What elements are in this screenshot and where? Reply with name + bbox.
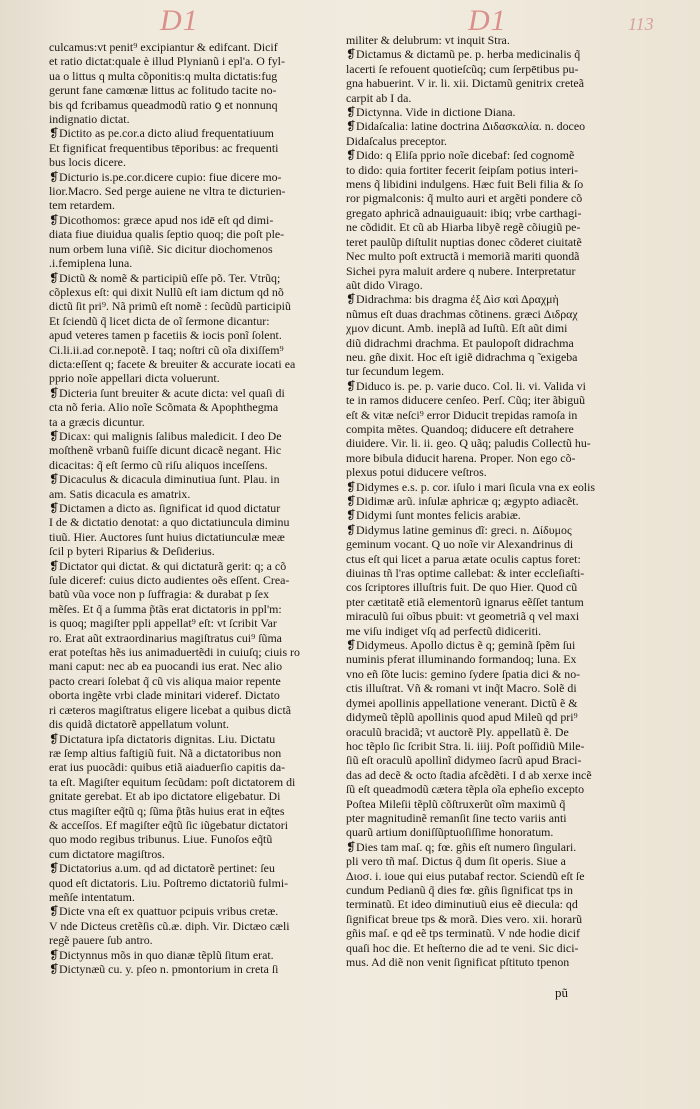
right-column-line: quaſi hoc die. Et heſterno die ad te veni. Sic dici- xyxy=(346,940,579,955)
right-column-line: χμον dicunt. Amb. ineplã ad Iuſtũ. Eſt aũt dimi xyxy=(346,321,568,336)
margin-mark-left: D1 xyxy=(160,4,199,37)
left-column-line: diata fiue diuidua qualis ſeptio quoq; die poſt ple- xyxy=(49,227,285,242)
left-column-line: am. Satis dicacula es amatrix. xyxy=(49,486,191,501)
left-column-line: ❡Dictũ & nomẽ & participiũ eſſe põ. Ter. Vtrũq; xyxy=(49,270,281,285)
left-column-line: quod eſt dictatoris. Liu. Poſtremo dictatoriũ fulmi- xyxy=(49,875,289,890)
right-column-line: diũ didrachmi drachma. Et paulopoſt didrachma xyxy=(346,335,574,350)
right-column-line: numinis pferat illuminando formandoq; luna. Ex xyxy=(346,652,577,667)
left-column-line: ❡Dictator qui dictat. & qui dictaturã gerit: q; a cõ xyxy=(49,558,287,573)
right-column-line: ❡Dies tam maſ. q; fœ. gñis eſt numero ſingulari. xyxy=(346,839,577,854)
left-column-line: dis quidã dictatorẽ appellatum volunt. xyxy=(49,717,229,732)
right-column-line: Nec multo poſt extructã i memoriã mariti quondã xyxy=(346,249,580,264)
left-column-line: et ratio dictat:quale è illud Plynianũ i epl'a. O fyl- xyxy=(49,54,285,69)
catchword: pũ xyxy=(555,985,568,1000)
left-column-line: ❡Dicte vna eſt ex quattuor pcipuis vribus cretæ. xyxy=(49,904,279,919)
left-column-line: ❡Dictito as pe.cor.a dicto aliud frequentatiuum xyxy=(49,126,274,141)
right-column-line: didymeũ tẽplũ apollinis quod apud Mileũ qd pri⁹ xyxy=(346,710,578,725)
right-column-line: Didaſcalus preceptor. xyxy=(346,133,448,148)
right-column-line: quarũ artium doniſſũptuoſiſſime honoratum. xyxy=(346,825,554,840)
right-column-line: Διοσ. i. ioue qui eius putabaf rector. Sciendũ eſt ſe xyxy=(346,868,585,883)
left-column-line: tiuũ. Hier. Auctores ſunt huius dictatiunculæ meæ xyxy=(49,529,285,544)
left-column-line: I de & dictatio denotat: a quo dictatiuncula diminu xyxy=(49,515,290,530)
right-column-line: ctus eſt qui licet a parua ætate oculis captus foret: xyxy=(346,551,581,566)
right-column-line: tur ſecundum legem. xyxy=(346,364,445,379)
left-column-line: ❡Dicothomos: græce apud nos idē eſt qd dimi- xyxy=(49,212,274,227)
left-column-line: apud veteres tamen p facetiis & iocis ponĩ ſolent. xyxy=(49,328,282,343)
left-column-line: indignatio dictat. xyxy=(49,112,130,127)
right-column-line: lacerti ſe refouent quotieſcũq; cum ſerpētibus pu- xyxy=(346,61,579,76)
right-column-line: ne cõdidit. Et cũ ab Hiarba libyẽ regẽ cõiugiũ pe- xyxy=(346,220,581,235)
right-column-line: gregato aphricã adnauiguauit: ibiq; vrbe carthagi- xyxy=(346,205,582,220)
left-column-line: ua o littus q multa cõponitis:q multa dictatis:fug xyxy=(49,68,278,83)
right-column-line: cos ſcriptores illuſtris fuit. De quo Hier. Quod cũ xyxy=(346,580,578,595)
right-column-line: oraculũ bracidã; vt auctorẽ Ply. appellatũ ẽ. De xyxy=(346,724,569,739)
left-column-line: ſule diceref: cuius dicto audientes oẽs eſſent. Crea- xyxy=(49,573,290,588)
left-column-line: oborta ingẽte vrbi clade minitari videref. Dictato xyxy=(49,688,280,703)
left-column-line: Et fignificat frequentibus tēporibus: ac frequenti xyxy=(49,140,279,155)
right-column-line: ❡Didrachma: bis dragma ἐξ Δὶσ καὶ Δραχμὴ xyxy=(346,292,559,307)
right-column-line: ❡Didaſcalia: latine doctrina Διδασκαλία. n. doceo xyxy=(346,119,586,134)
left-column-line: gerunt fane camœnæ littus ac folitudo tacite no- xyxy=(49,83,277,98)
right-column-line: geminum vocant. Q uo noĩe vir Alexandrinus di xyxy=(346,537,574,552)
right-column-line: ❡Didymes e.s. p. cor. iſulo i mari ſicula vna ex eolis xyxy=(346,479,596,494)
left-column-line: is quoq; magiſter ppli appellat⁹ eſt: vt ſcribit Var xyxy=(49,616,277,631)
left-text-column xyxy=(49,40,336,976)
left-column-line: mẽſes. Et q̃ a ſumma p̃tãs erat dictatoris in ppl'm: xyxy=(49,601,282,616)
right-column-line: pter cætitatẽ etiã elementorũ ignarus eẽſſet tantum xyxy=(346,594,584,609)
left-column-line: ta a græcis dicuntur. xyxy=(49,414,145,429)
left-column-line: dicta:eſſent q; facete & breuiter & accurate iocati ea xyxy=(49,356,296,371)
left-column-line: dictũ ſit pri⁹. Nã primũ eſt nomẽ : ſecũdũ participiũ xyxy=(49,299,291,314)
left-column-line: mani caput: nec ab ea puocandi ius erat. Nec alio xyxy=(49,659,283,674)
left-column-line: erat poteſtas hẽs ius animaduertẽdi in cuiuſq; ciuis ro xyxy=(49,645,300,660)
right-column-line: cundum Pedianũ q̃ dies fœ. gñis ſignificat tps in xyxy=(346,882,573,897)
left-column-line: ❡Dicax: qui malignis ſalibus maledicit. I deo De xyxy=(49,428,282,443)
left-column-line: meñſe intentatum. xyxy=(49,889,135,904)
left-column-line: lior.Macro. Sed perge auiene ne vltra te dicturien- xyxy=(49,184,286,199)
right-column-line: ror pigmalconis: q̃ multo auri et argẽti pondere cõ xyxy=(346,191,583,206)
right-column-line: ſiũ eſt oraculũ apollinĩ didymeo ſacrũ apud Braci- xyxy=(346,753,582,768)
right-column-line: compita mẽtes. Quandoq; diducere eſt detrahere xyxy=(346,421,574,436)
right-column-line: diuinas tñ l'ras optime callebat: & inter eccleſiaſti- xyxy=(346,566,585,581)
right-text-column xyxy=(346,33,633,969)
right-column-line: Sichei pyra maluit ardere q nubere. Interpretatur xyxy=(346,263,576,278)
right-column-line: neu. gñe dixit. Hoc eſt igiẽ didrachma q ̃ exigeba xyxy=(346,349,578,364)
left-column-line: gnitate gerebat. Et ab ipo dictatore eligebatur. Di xyxy=(49,789,281,804)
left-column-line: pprio noĩe appellari dicta voluerunt. xyxy=(49,371,220,386)
right-column-line: aũt dido Virago. xyxy=(346,277,423,292)
left-column-line: ❡Dictynnus mõs in quo dianæ tẽplũ ſitum erat. xyxy=(49,947,274,962)
left-column-line: pacto creari ſolebat q̃ cũ vis aliqua maior repente xyxy=(49,673,281,688)
left-column-line: ❡Dictamen a dicto as. ſignificat id quod dictatur xyxy=(49,501,281,515)
folio-number: 113 xyxy=(628,14,654,34)
right-column-line: teret paulũp diſtulit nuptias donec cõderet ciuitatẽ xyxy=(346,234,582,249)
right-column-line: eſt & vitæ neſci⁹ error Diducit trepidas ramoſa in xyxy=(346,407,578,422)
right-column-line: gñis maſ. e qd eẽ tps terminatũ. V nde hodie dicif xyxy=(346,926,581,941)
left-column-line: V nde Dicteus cretẽſis cũ.æ. diph. Vir. Dictæo cæli xyxy=(49,918,290,933)
left-column-line: cta nõ feria. Alio noĩe Scõmata & Apophthegma xyxy=(49,400,279,415)
right-column-line: militer & delubrum: vt inquit Stra. xyxy=(346,33,510,47)
right-column-line: das ad decẽ & octo ſtadia afcẽdẽti. I d ab xerxe incẽ xyxy=(346,767,592,782)
left-column-line: ro. Erat aũt extraordinarius magiſtratus cui⁹ ſũma xyxy=(49,630,282,645)
right-column-line: ❡Didimæ arũ. inſulæ aphricæ q; ægypto adiacẽt. xyxy=(346,494,579,508)
right-column-line: gna habuerint. V ir. li. xii. Dictamũ genitrix creteã xyxy=(346,76,584,91)
right-column-line: ctis illuſtrat. Vñ & romani vt inq̃t Macro. Solẽ di xyxy=(346,681,577,696)
right-column-line: mus. Ad diẽ non venit ſignificat pſtituto tpenon xyxy=(346,955,570,969)
right-column-line: ſignificat breue tps & morã. Dies vero. xii. horarũ xyxy=(346,911,583,926)
right-column-line: te in ramos diducere cenſeo. Perſ. Cũq; iter ãbiguũ xyxy=(346,393,586,408)
right-column-line: ❡Didymus latine geminus dĩ: greci. n. Δίδυμος xyxy=(346,522,572,537)
right-column-line: dymei apollinis appellatione venerant. Dictũ ẽ & xyxy=(346,695,578,710)
right-column-line: ❡Diduco is. pe. p. varie duco. Col. li. vi. Valida vi xyxy=(346,378,586,393)
left-column-line: ctus magiſter eq̃tũ q; ſũma p̃tãs huius erat in eq̃tes xyxy=(49,803,285,818)
left-column-line: bis qd fcribamus queadmodũ ratio ꝯ et nonnunq xyxy=(49,97,278,112)
left-column-line: regẽ pauere ſub antro. xyxy=(49,933,153,948)
left-column-line: culcamus:vt penit⁹ excipiantur & edifcant. Dicif xyxy=(49,40,278,54)
left-column-line: erat ius puocãdi: quibus etiã aiaduerſio capitis da- xyxy=(49,760,286,775)
right-column-line: carpit ab I da. xyxy=(346,90,412,105)
right-column-line: ❡Dictynna. Vide in dictione Diana. xyxy=(346,105,516,120)
right-column-line: hoc tẽplo ſic ſcribit Stra. li. iiij. Poſt poſſidiũ Mile- xyxy=(346,738,585,753)
left-column-line: ❡Dictynæũ cu. y. pſeo n. pmontorium in creta ſi xyxy=(49,962,279,976)
left-column-line: ❡Dictatura ipſa dictatoris dignitas. Liu. Dictatu xyxy=(49,731,276,746)
left-column-line: bus locis dicere. xyxy=(49,155,126,170)
left-column-line: moſthenẽ vrbanũ fuiſſe dicunt dicacẽ negant. Hic xyxy=(49,443,282,458)
left-column-line: Et ſciendũ q̃ licet dicta de oĩ ſermone dicantur: xyxy=(49,313,270,328)
left-column-line: batũ vũa voce non p ſuffragia: & durabat p ſex xyxy=(49,587,270,602)
left-column-line: num orbem luna viſiẽ. Sic dicitur diochomenos xyxy=(49,241,273,256)
left-column-line: ta eſt. Magiſter equitum ſecũdam: poſt dictatorem di xyxy=(49,774,296,789)
left-column-line: ❡Dicteria ſunt breuiter & acute dicta: vel quaſi di xyxy=(49,385,285,400)
left-column-line: ❡Dicturio is.pe.cor.dicere cupio: fiue dicere mo- xyxy=(49,169,282,184)
right-column-line: ❡Didymi ſunt montes felicis arabiæ. xyxy=(346,508,521,523)
right-column-line: Poſtea Mileſii tẽplũ cõſtruxerũt oĩm maximũ q̃ xyxy=(346,796,566,811)
left-column-line: Ci.li.ii.ad cor.nepotẽ. I taq; noſtri cũ oĩa dixiſſem⁹ xyxy=(49,342,284,357)
left-column-line: ræ ſemp altius faſtigiũ fuit. Nã a dictatoribus non xyxy=(49,745,282,760)
left-column-line: ❡Dictatorius a.um. qd ad dictatorẽ pertinet: ſeu xyxy=(49,861,275,876)
left-column-line: & acceſſos. Ef magiſter eq̃tũ ſic iũgebatur dictatori xyxy=(49,817,289,832)
left-column-line: tem retardem. xyxy=(49,198,116,213)
left-column-line: dicacitas: q̃ eſt ſermo cũ riſu aliquos inceſſens. xyxy=(49,457,268,472)
right-column-line: plexus potui diducere veſtros. xyxy=(346,465,487,480)
left-column-line: ❡Dicaculus & dicacula diminutiua ſunt. Plau. in xyxy=(49,472,280,487)
left-column-line: cum dictatore magiſtros. xyxy=(49,846,165,861)
margin-mark-center: D1 xyxy=(468,4,507,37)
right-column-line: pli vero tñ maſ. Dictus q̃ dum ſit operis. Siue a xyxy=(346,854,566,869)
right-column-line: mens q̃ libidini indulgens. Hæc fuit Beli filia & ſo xyxy=(346,177,584,192)
left-column-line: ſcil p byteri Riparius & Deſiderius. xyxy=(49,544,215,559)
right-column-line: miraculũ ſui oĩbus pbuit: vt geometriã q vel maxi xyxy=(346,609,580,624)
right-column-line: ❡Dictamus & dictamũ pe. p. herba medicinalis q̃ xyxy=(346,47,581,62)
left-column-line: .i.femiplena luna. xyxy=(49,256,133,271)
right-column-line: diuidere. Vir. li. ii. geo. Q uãq; paludis Collectũ hu- xyxy=(346,436,591,451)
right-column-line: to dido: quia fortiter fecerit ſeipſam potius interi- xyxy=(346,162,579,177)
right-column-line: me viſu indiget vſq ad perfectũ didiceriti. xyxy=(346,623,542,638)
right-column-line: ❡Dido: q Eliſa pprio noĩe dicebaf: ſed cognomẽ xyxy=(346,148,575,163)
left-column-line: quo modo regibus tribunus. Liue. Funoſos eq̃tũ xyxy=(49,832,273,847)
left-column-line: cõplexus eſt: qui dixit Nullũ eſt iam dictum qd nõ xyxy=(49,284,284,299)
left-column-line: ri cæteros magiſtratus eligere licebat a quibus dictã xyxy=(49,702,292,717)
right-column-line: terminatũ. Et ideo diminutiuũ eius eẽ diecula: qd xyxy=(346,897,578,912)
right-column-line: vno eñ ſõte lucis: gemino ſydere ſpatia dici & no- xyxy=(346,666,581,681)
right-column-line: pter magnitudinẽ remanſit ſine tecto variis anti xyxy=(346,810,567,825)
right-column-line: nũmus eſt duas drachmas cõtinens. græci Διδραχ xyxy=(346,306,578,321)
right-column-line: more bibula diducit harena. Proper. Non ego cõ- xyxy=(346,450,576,465)
right-column-line: ❡Didymeus. Apollo dictus ẽ q; geminã ſpẽm ſui xyxy=(346,638,576,653)
right-column-line: ſũ eſt queadmodũ cætera tẽpla oĩa epheſio excepto xyxy=(346,782,585,797)
